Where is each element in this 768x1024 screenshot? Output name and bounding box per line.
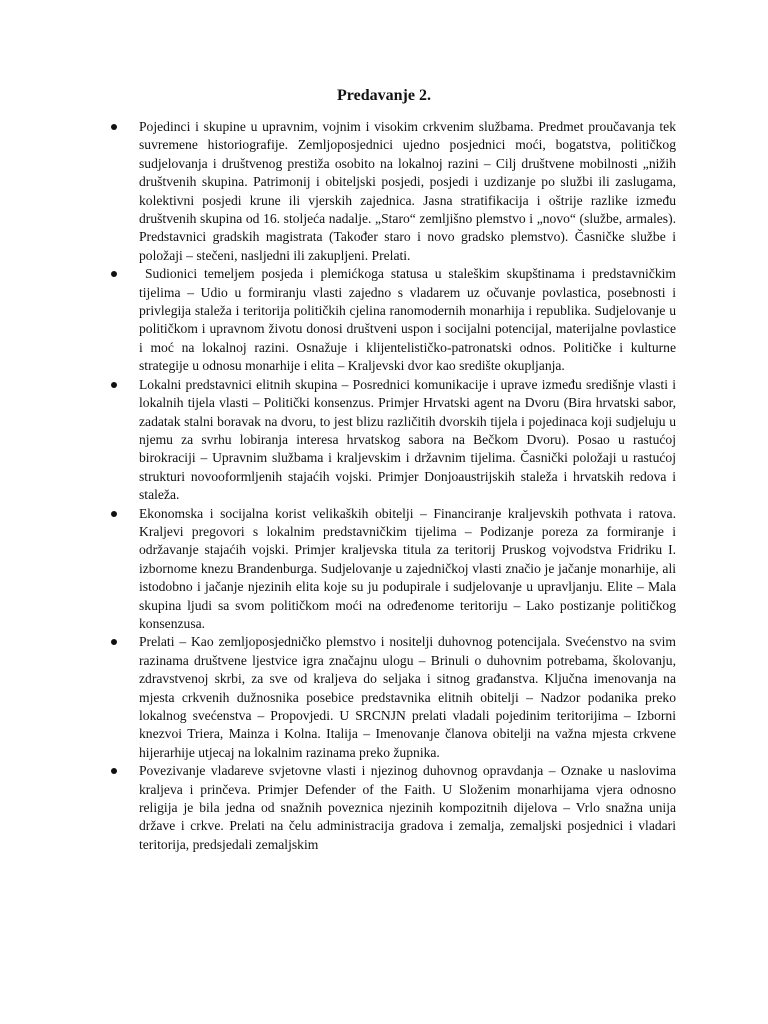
list-item-text: Lokalni predstavnici elitnih skupina – Posrednici komunikacije i uprave između središnje vlasti i lokalnih tijela vlasti – Politički konsenzus. Primjer Hrvatski agent na Dvoru (Bira hrvatski sabor, zadatak stalni boravak na dvoru, to jest blizu različitih dvorskih tijela i pojedinaca koji sudjeluju u njemu za svrhu lobiranja interesa hrvatskog sabora na Bečkom Dvoru). Posao u rastućoj birokraciji – Upravnim službama i kraljevskim i državnim tijelima. Časnički položaji u rastućoj strukturi novooformljenih stajaćih vojski. Primjer Donjoaustrijskih staleža i hrvatskih redova i staleža. (139, 376, 676, 503)
list-item (139, 633, 676, 762)
bullet-icon (111, 271, 117, 277)
bullet-icon (111, 124, 117, 130)
list-item (139, 376, 676, 505)
bullet-icon (111, 768, 117, 774)
list-item-text: Prelati – Kao zemljoposjedničko plemstvo i nositelji duhovnog potencijala. Svećenstvo na svim razinama društvene ljestvice igra značajnu ulogu – Brinuli o duhovnim potrebama, školovanju, zdravstvenoj skrbi, za sve od kraljeva do seljaka i sitnog građanstva. Ključna imenovanja na mjesta crkvenih dužnosnika posebice predstavnika elitnih obitelji – Nadzor podanika preko lokalnog svećenstva – Propovjedi. U SRCNJN prelati vladali pojedinim teritorijima – Izborni knezvoi Triera, Mainza i Kolna. Italija – Imenovanje članova obitelji na važna mjesta crkvene hijerarhije utjecaj na lokalnim razinama preko župnika. (139, 634, 676, 760)
bullet-list (139, 118, 676, 854)
bullet-icon (111, 511, 117, 517)
list-item (139, 505, 676, 634)
list-item (139, 118, 676, 265)
page-title: Predavanje 2. (337, 87, 431, 104)
list-item-text: Pojedinci i skupine u upravnim, vojnim i visokim crkvenim službama. Predmet proučavanja tek suvremene historiografije. Zemljoposjednici ujedno posjednici moći, bogatstva, političkog sudjelovanja i društvenog prestiža osobito na lokalnoj razini – Cilj društvene mobilnosti „nižih društvenih skupina. Patrimonij i obiteljski posjedi, posjedi i uzdizanje po službi ili zaslugama, kolektivni posjedi krune ili vjerskih zajednica. Jasna stratifikacija i oštrije razlike između društvenih skupina od 16. stoljeća nadalje. „Staro“ zemljišno plemstvo i „novo“ (službe, armales). Predstavnici gradskih magistrata (Također staro i novo gradsko plemstvo). Časničke službe i položaji – stečeni, nasljedni ili zakupljeni. Prelati. (139, 119, 676, 263)
list-item (139, 265, 676, 375)
bullet-icon (111, 639, 117, 645)
list-item-text: Sudionici temeljem posjeda i plemićkoga statusa u staleškim skupštinama i predstavničkim tijelima – Udio u formiranju vlasti zajedno s vladarem uz očuvanje povlastica, posebnosti i privlegija staleža i teritorija političkih cjelina ranomodernih monarhija i republika. Sudjelovanje u političkom i upravnom životu donosi društveni uspon i socijalni potencijal, materijalne povlastice i moć na lokalnoj razini. Osnažuje i klijentelističko-patronatski odnos. Političke i kulturne strategije u odnosu monarhije i elita – Kraljevski dvor kao središte okupljanja. (139, 266, 676, 374)
list-item-text: Ekonomska i socijalna korist velikaških obitelji – Financiranje kraljevskih pothvata i ratova. Kraljevi pregovori s lokalnim predstavničkim tijelima – Podizanje poreza za formiranje i održavanje stajaćih vojski. Primjer kraljevska titula za teritorij Pruskog vojvodstva Fridriku I. izbornome knezu Brandenburga. Sudjelovanje u zajedničkoj vlasti značio je jačanje monarhije, ali istodobno i jačanje njezinih elita koje su ju podupirale i sudjelovanje u upravljanju. Elite – Mala skupina ljudi sa svom političkom moći na određenome teritoriju – Lako postizanje političkog konsenzusa. (139, 505, 676, 631)
list-item (139, 762, 676, 854)
bullet-icon (111, 382, 117, 388)
list-item-text: Povezivanje vladareve svjetovne vlasti i njezinog duhovnog opravdanja – Oznake u naslovima kraljeva i prinčeva. Primjer Defender of the Faith. U Složenim monarhijama vjera odnosno religija je bila jedna od snažnih poveznica njezinih kompozitnih dijelova – Vrlo snažna unija države i crkve. Prelati na čelu administracija gradova i zemalja, zemaljski posjednici i vladari teritorija, predsjedali zemaljskim (139, 763, 676, 852)
